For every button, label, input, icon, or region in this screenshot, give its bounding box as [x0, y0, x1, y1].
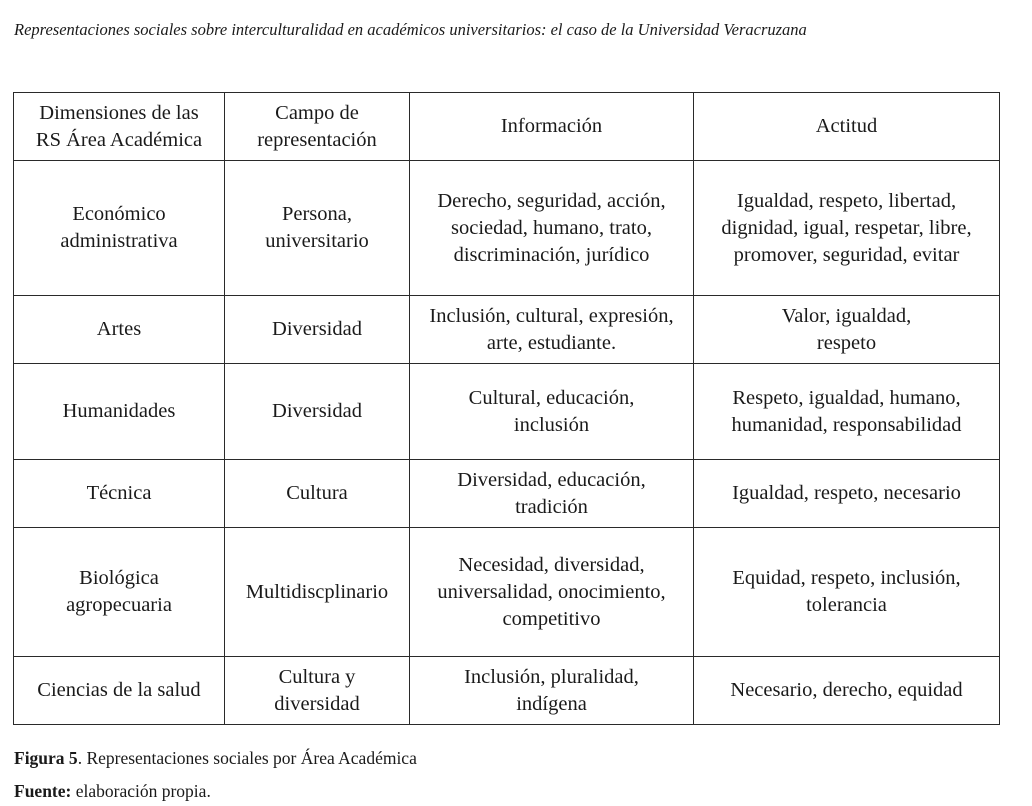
- table-cell: [14, 364, 225, 460]
- cell-line: Igualdad, respeto, libertad,: [736, 189, 957, 212]
- cell-line: Inclusión, pluralidad,: [464, 665, 639, 688]
- table-cell: [14, 657, 225, 725]
- table-row: [14, 528, 1000, 657]
- cell-line: Necesidad, diversidad,: [458, 553, 645, 576]
- cell-line: Actitud: [815, 115, 878, 137]
- cell-line: Diversidad: [272, 318, 362, 340]
- table-row: [14, 364, 1000, 460]
- table-cell: [694, 528, 1000, 657]
- cell-line: universalidad, onocimiento,: [437, 580, 666, 603]
- cell-line: Equidad, respeto, inclusión,: [732, 567, 961, 589]
- table-cell: [694, 161, 1000, 296]
- cell-line: Humanidades: [62, 400, 176, 422]
- table-cell: [225, 296, 410, 364]
- table-cell: [225, 460, 410, 528]
- running-head: Representaciones sociales sobre interculturalidad en académicos universitarios: el caso de la Universidad Veracruzana: [14, 20, 807, 39]
- cell-line: agropecuaria: [66, 594, 172, 616]
- cell-line: competitivo: [502, 607, 601, 630]
- cell-line: Respeto, igualdad, humano,: [732, 386, 961, 409]
- table-row: [14, 161, 1000, 296]
- cell-line: Dimensiones de las: [39, 101, 199, 124]
- cell-line: tradición: [515, 495, 588, 518]
- cell-line: Técnica: [86, 482, 152, 504]
- table-cell: [225, 364, 410, 460]
- cell-line: Cultural, educación,: [468, 386, 635, 409]
- header-cell-campo: [225, 93, 410, 161]
- cell-line: universitario: [265, 230, 369, 252]
- header-cell-actitud: [694, 93, 1000, 161]
- figure-caption: [14, 748, 417, 769]
- cell-line: promover, seguridad, evitar: [733, 243, 960, 266]
- table-cell: [225, 528, 410, 657]
- figure-label: Figura 5: [14, 748, 78, 768]
- cell-line: Diversidad, educación,: [457, 468, 646, 491]
- table-cell: [410, 364, 694, 460]
- cell-line: dignidad, igual, respetar, libre,: [721, 216, 972, 239]
- cell-line: representación: [257, 128, 377, 151]
- table-row: [14, 657, 1000, 725]
- cell-line: arte, estudiante.: [486, 331, 617, 354]
- table-cell: [694, 364, 1000, 460]
- table-cell: [14, 296, 225, 364]
- table-cell: [225, 161, 410, 296]
- table-cell: [225, 657, 410, 725]
- cell-line: Económico: [72, 203, 166, 225]
- cell-line: Igualdad, respeto, necesario: [732, 482, 961, 504]
- cell-line: Derecho, seguridad, acción,: [437, 189, 666, 212]
- figure-text: . Representaciones sociales por Área Académica: [77, 748, 417, 768]
- cell-line: Artes: [96, 318, 142, 340]
- table-cell: [410, 657, 694, 725]
- table-cell: [14, 528, 225, 657]
- table-row: [14, 296, 1000, 364]
- table-row: [14, 460, 1000, 528]
- source-text: elaboración propia.: [71, 781, 211, 801]
- data-table: [13, 92, 1000, 725]
- cell-line: inclusión: [513, 413, 590, 436]
- cell-line: Persona,: [281, 203, 353, 225]
- cell-line: diversidad: [274, 692, 360, 715]
- cell-line: RS Área Académica: [35, 128, 203, 151]
- cell-line: indígena: [516, 692, 587, 715]
- table-cell: [694, 296, 1000, 364]
- cell-line: humanidad, responsabilidad: [731, 413, 962, 436]
- cell-line: Cultura: [286, 482, 348, 504]
- cell-line: Valor, igualdad,: [781, 304, 912, 327]
- cell-line: Campo de: [275, 101, 359, 124]
- cell-line: Necesario, derecho, equidad: [730, 679, 963, 701]
- cell-line: discriminación, jurídico: [453, 243, 650, 266]
- table-cell: [14, 460, 225, 528]
- cell-line: Inclusión, cultural, expresión,: [429, 304, 674, 327]
- table-header-row: [14, 93, 1000, 161]
- header-cell-dimensiones: [14, 93, 225, 161]
- cell-line: sociedad, humano, trato,: [451, 216, 652, 239]
- cell-line: respeto: [816, 331, 877, 354]
- source-caption: [14, 781, 211, 802]
- cell-line: tolerancia: [806, 594, 887, 616]
- cell-line: Ciencias de la salud: [37, 679, 201, 701]
- cell-line: Información: [500, 115, 603, 137]
- table-cell: [694, 460, 1000, 528]
- table-cell: [410, 460, 694, 528]
- table-cell: [410, 161, 694, 296]
- table-cell: [694, 657, 1000, 725]
- source-label: Fuente:: [14, 781, 72, 801]
- table-cell: [410, 296, 694, 364]
- table-cell: [14, 161, 225, 296]
- cell-line: Biológica: [79, 567, 159, 589]
- cell-line: Cultura y: [278, 665, 356, 688]
- cell-line: Multidiscplinario: [245, 580, 389, 603]
- cell-line: Diversidad: [272, 400, 362, 422]
- header-cell-informacion: [410, 93, 694, 161]
- table-cell: [410, 528, 694, 657]
- cell-line: administrativa: [60, 230, 178, 252]
